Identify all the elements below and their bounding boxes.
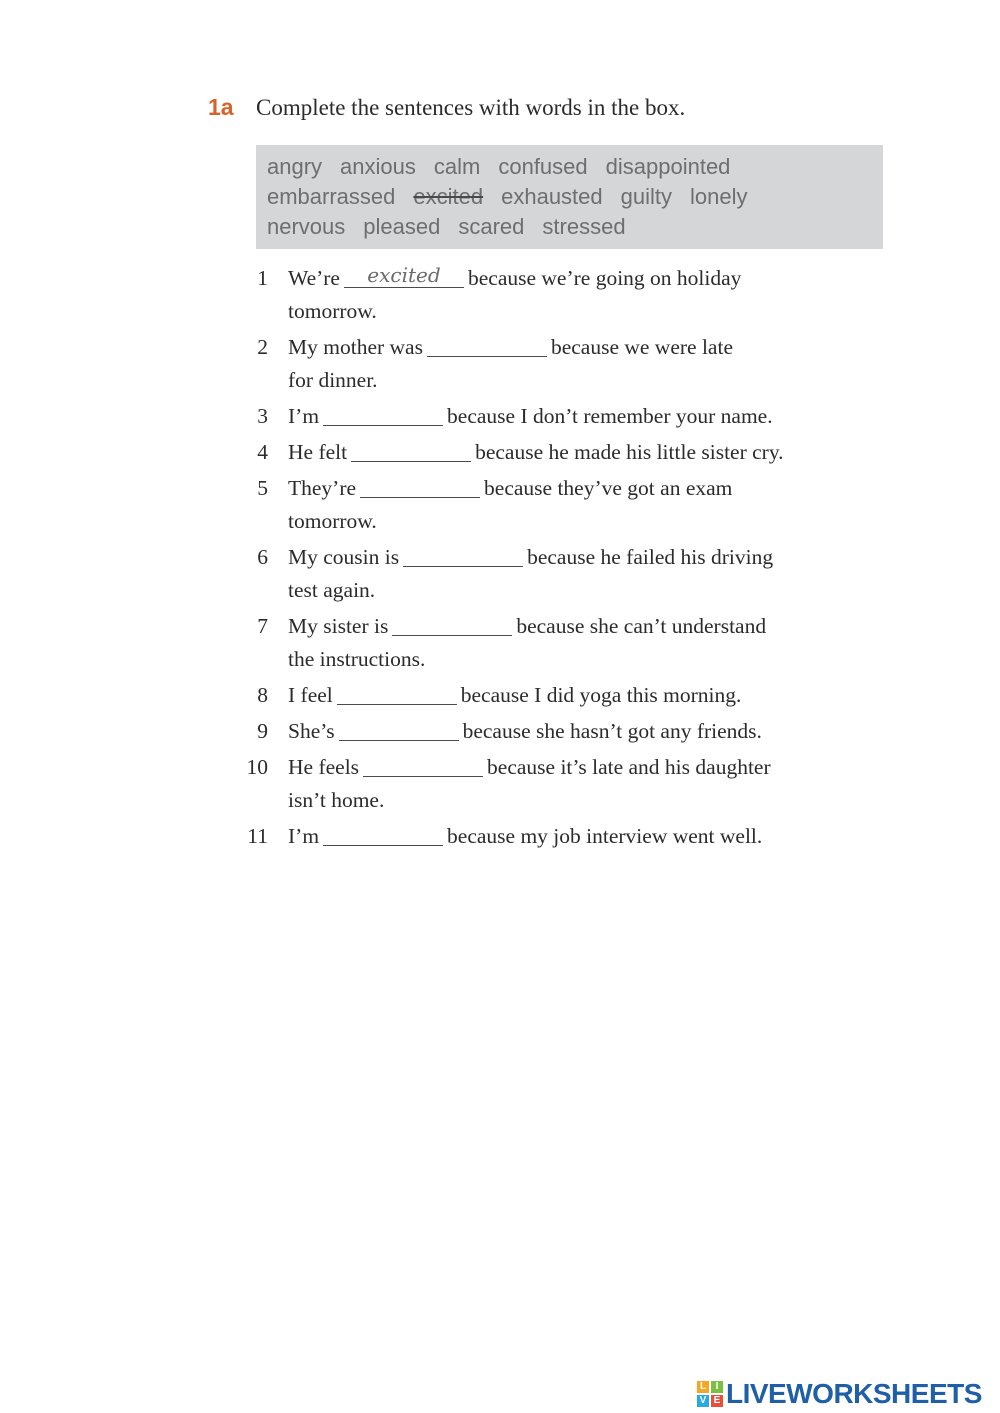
sentence-end: because she hasn’t got any friends.	[462, 719, 762, 743]
sentence-number: 5	[257, 476, 268, 500]
sentence-start: He feels	[288, 755, 360, 779]
sentence-start: My cousin is	[288, 545, 400, 569]
sentence-text	[288, 436, 888, 469]
sentence-continuation: isn’t home.	[288, 788, 385, 812]
sentence-end: because he failed his driving	[527, 545, 774, 569]
sentence-text	[288, 820, 888, 853]
sentence-start: I feel	[288, 683, 333, 707]
sentence-continuation: tomorrow.	[288, 509, 377, 533]
sentence-text	[288, 472, 888, 538]
sentence-number: 1	[257, 266, 268, 290]
word-box-word: calm	[433, 154, 481, 179]
sentence-text	[288, 331, 888, 397]
answer-blank[interactable]	[392, 613, 512, 636]
answer-blank[interactable]	[337, 682, 457, 705]
sentence-number: 4	[257, 440, 268, 464]
sentence-end: because my job interview went well.	[447, 824, 763, 848]
liveworksheets-logo	[697, 1378, 982, 1410]
sentence-continuation: tomorrow.	[288, 299, 377, 323]
answer-blank[interactable]	[351, 439, 471, 462]
sentence-end: because I don’t remember your name.	[447, 404, 773, 428]
sentence-number: 2	[257, 335, 268, 359]
sentence-number: 6	[257, 545, 268, 569]
answer-blank[interactable]	[323, 823, 443, 846]
word-box	[256, 145, 883, 249]
sentence-item	[240, 820, 890, 853]
sentence-start: We’re	[288, 266, 340, 290]
exercise-number: 1a	[208, 94, 234, 120]
sentence-continuation: the instructions.	[288, 647, 426, 671]
sentence-item	[240, 679, 890, 712]
word-box-word: stressed	[542, 214, 626, 239]
word-box-word: pleased	[363, 214, 441, 239]
sentence-item	[240, 472, 890, 538]
logo-tile: L	[697, 1381, 709, 1393]
word-box-line	[267, 212, 872, 242]
sentence-item	[240, 262, 890, 328]
sentence-end: because we’re going on holiday	[467, 266, 742, 290]
sentence-number: 8	[257, 683, 268, 707]
sentence-item	[240, 436, 890, 469]
sentence-text	[288, 610, 888, 676]
logo-tile: I	[711, 1381, 723, 1393]
word-box-word: disappointed	[605, 154, 731, 179]
exercise-header	[208, 94, 685, 121]
logo-tile: E	[711, 1395, 723, 1407]
word-box-word: scared	[458, 214, 525, 239]
word-box-word: guilty	[620, 184, 672, 209]
word-box-word: lonely	[690, 184, 748, 209]
sentence-text	[288, 715, 888, 748]
sentence-end: because they’ve got an exam	[484, 476, 733, 500]
logo-tile: V	[697, 1395, 709, 1407]
word-box-word: angry	[267, 154, 323, 179]
sentence-end: because it’s late and his daughter	[487, 755, 771, 779]
sentence-number: 9	[257, 719, 268, 743]
sentence-start: She’s	[288, 719, 335, 743]
sentence-text	[288, 262, 888, 328]
sentence-end: because we were late	[550, 335, 733, 359]
word-box-word: nervous	[267, 214, 346, 239]
sentence-start: My sister is	[288, 614, 389, 638]
sentence-item	[240, 751, 890, 817]
sentence-continuation: for dinner.	[288, 368, 378, 392]
answer-blank[interactable]	[344, 265, 464, 288]
sentence-start: They’re	[288, 476, 357, 500]
sentence-start: My mother was	[288, 335, 423, 359]
sentence-item	[240, 715, 890, 748]
sentence-item	[240, 400, 890, 433]
sentence-number: 10	[246, 755, 268, 779]
sentence-text	[288, 400, 888, 433]
sentence-start: I’m	[288, 824, 320, 848]
sentence-text	[288, 679, 888, 712]
sentence-number: 3	[257, 404, 268, 428]
sentence-end: because he made his little sister cry.	[475, 440, 784, 464]
sentence-continuation: test again.	[288, 578, 376, 602]
liveworksheets-logo-icon	[697, 1381, 723, 1407]
word-box-line	[267, 182, 872, 212]
answer-blank[interactable]	[339, 718, 459, 741]
sentence-number: 11	[247, 824, 268, 848]
answer-blank[interactable]	[403, 544, 523, 567]
sentence-text	[288, 541, 888, 607]
sentence-start: I’m	[288, 404, 320, 428]
sentence-end: because she can’t understand	[516, 614, 767, 638]
sentence-number: 7	[257, 614, 268, 638]
answer-blank[interactable]	[323, 403, 443, 426]
word-box-word: confused	[498, 154, 588, 179]
sentence-item	[240, 331, 890, 397]
sentence-text	[288, 751, 888, 817]
sentence-start: He felt	[288, 440, 348, 464]
word-box-word: exhausted	[501, 184, 603, 209]
answer-blank[interactable]	[427, 334, 547, 357]
word-box-word-used: excited	[413, 184, 484, 209]
word-box-word: anxious	[340, 154, 416, 179]
exercise-instruction: Complete the sentences with words in the box.	[256, 95, 686, 120]
sentence-list	[240, 262, 890, 856]
sentence-item	[240, 541, 890, 607]
word-box-word: embarrassed	[267, 184, 396, 209]
word-box-line	[267, 152, 872, 182]
sentence-item	[240, 610, 890, 676]
logo-text: LIVEWORKSHEETS	[726, 1378, 982, 1409]
answer-blank[interactable]	[363, 754, 483, 777]
answer-blank[interactable]	[360, 475, 480, 498]
sentence-end: because I did yoga this morning.	[460, 683, 742, 707]
example-answer: excited	[367, 263, 441, 287]
